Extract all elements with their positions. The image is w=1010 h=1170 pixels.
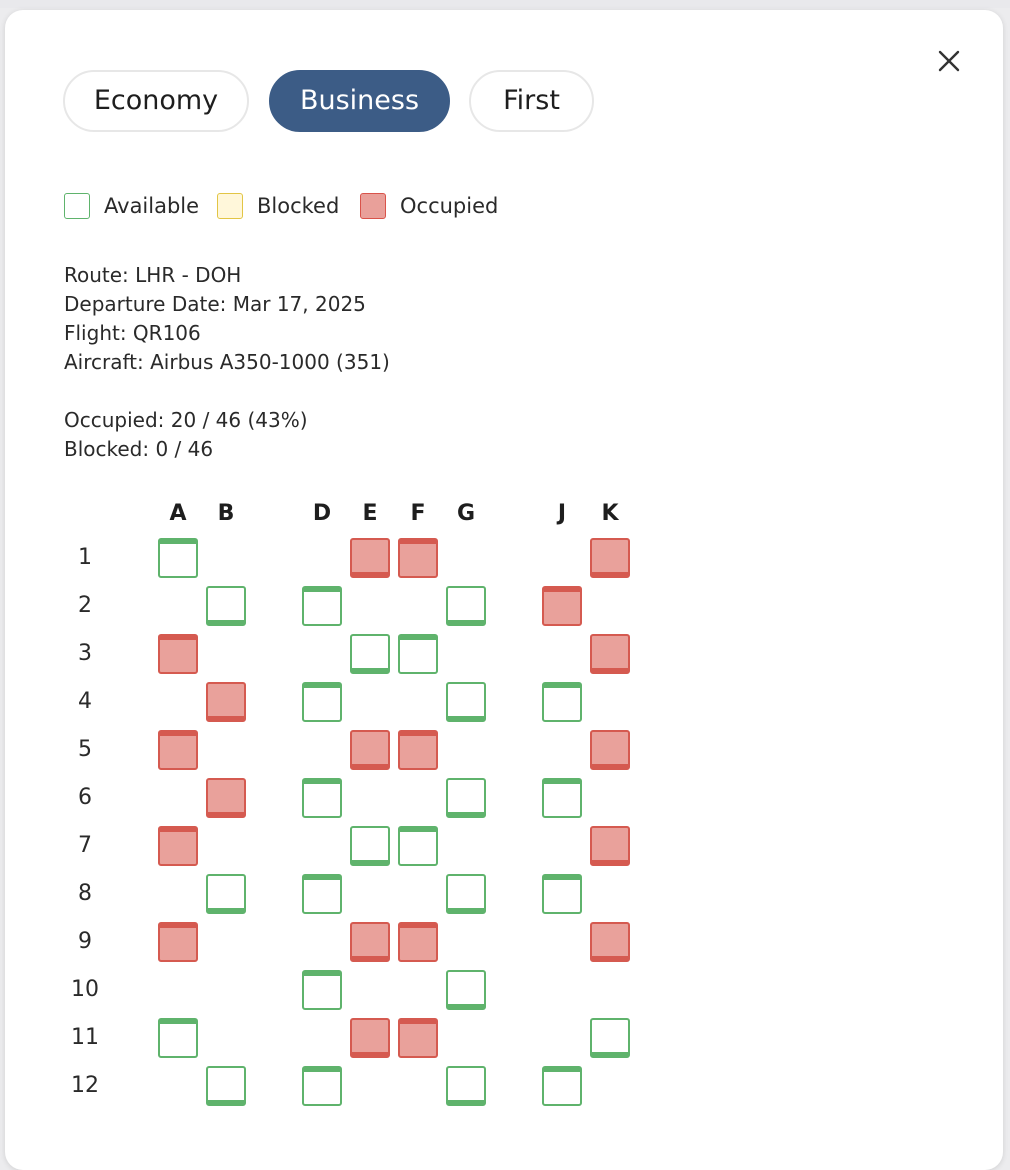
seat-8j[interactable]	[542, 874, 582, 914]
column-header-a: A	[169, 501, 187, 526]
row-label-11: 11	[71, 1025, 99, 1050]
seat-12d[interactable]	[302, 1066, 342, 1106]
seat-5k[interactable]	[590, 730, 630, 770]
row-label-9: 9	[78, 929, 92, 954]
seat-map-modal	[5, 10, 1003, 1170]
flight-number-text: Flight: QR106	[64, 321, 201, 345]
seat-8b[interactable]	[206, 874, 246, 914]
blocked-swatch	[217, 193, 243, 219]
column-header-g: G	[456, 501, 476, 526]
seat-1k[interactable]	[590, 538, 630, 578]
page-backdrop	[0, 0, 1010, 8]
row-label-10: 10	[71, 977, 99, 1002]
column-header-d: D	[312, 501, 332, 526]
seat-6b[interactable]	[206, 778, 246, 818]
legend-label-available: Available	[104, 194, 200, 218]
seat-2b[interactable]	[206, 586, 246, 626]
seat-2j[interactable]	[542, 586, 582, 626]
tab-first[interactable]: First	[469, 70, 594, 132]
legend-label-occupied: Occupied	[400, 194, 499, 218]
seat-4g[interactable]	[446, 682, 486, 722]
seat-3k[interactable]	[590, 634, 630, 674]
info-spacer	[64, 377, 390, 406]
seat-7f[interactable]	[398, 826, 438, 866]
flight-info	[64, 261, 390, 464]
departure-date-text: Departure Date: Mar 17, 2025	[64, 292, 366, 316]
row-label-4: 4	[78, 689, 92, 714]
row-label-12: 12	[71, 1073, 99, 1098]
close-icon	[932, 46, 966, 76]
column-header-f: F	[410, 501, 426, 526]
seat-12b[interactable]	[206, 1066, 246, 1106]
column-header-j: J	[557, 501, 567, 526]
seat-11a[interactable]	[158, 1018, 198, 1058]
row-label-5: 5	[78, 737, 92, 762]
seat-6j[interactable]	[542, 778, 582, 818]
row-label-2: 2	[78, 593, 92, 618]
seat-7a[interactable]	[158, 826, 198, 866]
row-label-1: 1	[78, 545, 92, 570]
row-label-8: 8	[78, 881, 92, 906]
legend-label-blocked: Blocked	[257, 194, 340, 218]
seat-10d[interactable]	[302, 970, 342, 1010]
seat-8g[interactable]	[446, 874, 486, 914]
seat-8d[interactable]	[302, 874, 342, 914]
tab-business[interactable]: Business	[269, 70, 450, 132]
tab-economy[interactable]: Economy	[63, 70, 249, 132]
seat-1e[interactable]	[350, 538, 390, 578]
seat-9k[interactable]	[590, 922, 630, 962]
seat-5e[interactable]	[350, 730, 390, 770]
seat-2d[interactable]	[302, 586, 342, 626]
seat-5f[interactable]	[398, 730, 438, 770]
seat-9a[interactable]	[158, 922, 198, 962]
column-header-e: E	[362, 501, 378, 526]
seat-2g[interactable]	[446, 586, 486, 626]
seat-3a[interactable]	[158, 634, 198, 674]
seat-12g[interactable]	[446, 1066, 486, 1106]
seat-6g[interactable]	[446, 778, 486, 818]
occupied-swatch	[360, 193, 386, 219]
seat-4b[interactable]	[206, 682, 246, 722]
row-label-6: 6	[78, 785, 92, 810]
row-label-3: 3	[78, 641, 92, 666]
seat-9f[interactable]	[398, 922, 438, 962]
column-header-b: B	[217, 501, 235, 526]
seat-6d[interactable]	[302, 778, 342, 818]
seat-7e[interactable]	[350, 826, 390, 866]
available-swatch	[64, 193, 90, 219]
seat-4j[interactable]	[542, 682, 582, 722]
seat-12j[interactable]	[542, 1066, 582, 1106]
seat-9e[interactable]	[350, 922, 390, 962]
aircraft-text: Aircraft: Airbus A350-1000 (351)	[64, 350, 390, 374]
row-label-7: 7	[78, 833, 92, 858]
seat-4d[interactable]	[302, 682, 342, 722]
seat-3f[interactable]	[398, 634, 438, 674]
route-text: Route: LHR - DOH	[64, 263, 242, 287]
column-header-k: K	[601, 501, 619, 526]
seat-7k[interactable]	[590, 826, 630, 866]
close-button[interactable]	[932, 46, 966, 76]
seat-1f[interactable]	[398, 538, 438, 578]
occupied-summary: Occupied: 20 / 46 (43%)	[64, 408, 308, 432]
seat-11k[interactable]	[590, 1018, 630, 1058]
blocked-summary: Blocked: 0 / 46	[64, 437, 214, 461]
seat-5a[interactable]	[158, 730, 198, 770]
seat-1a[interactable]	[158, 538, 198, 578]
seat-11e[interactable]	[350, 1018, 390, 1058]
seat-3e[interactable]	[350, 634, 390, 674]
seat-10g[interactable]	[446, 970, 486, 1010]
seat-11f[interactable]	[398, 1018, 438, 1058]
